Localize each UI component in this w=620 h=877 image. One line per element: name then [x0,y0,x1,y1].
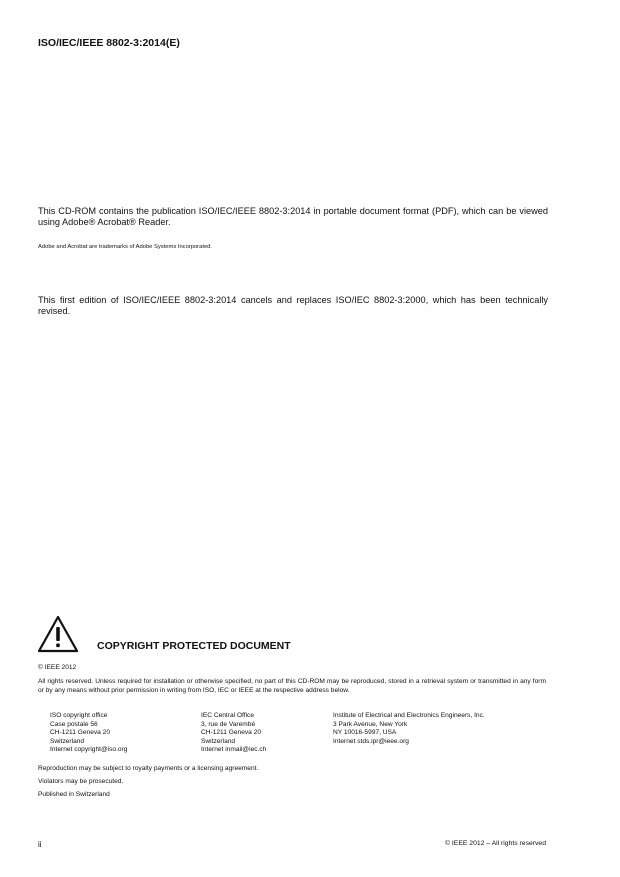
address-iec [201,712,266,755]
intro-paragraph-cdrom: This CD-ROM contains the publication ISO/IEC/IEEE 8802-3:2014 in portable document format (PDF), which can be viewed using Adobe® Acrobat® Reader. [38,206,548,227]
intro-paragraph-edition: This first edition of ISO/IEC/IEEE 8802-3:2014 cancels and replaces ISO/IEC 8802-3:2000, which has been technically revised. [38,295,548,316]
copyright-title: COPYRIGHT PROTECTED DOCUMENT [97,640,291,652]
reproduction-note: Reproduction may be subject to royalty payments or a licensing agreement. [38,765,259,772]
violators-note: Violators may be prosecuted. [38,778,124,785]
address-line: ISO copyright office [50,712,108,719]
address-line: NY 10016-5997, USA [333,729,397,737]
address-line: Switzerland [201,737,236,745]
address-email: Internet copyright@iso.org [50,746,128,754]
document-header: ISO/IEC/IEEE 8802-3:2014(E) [38,37,180,49]
address-line: CH-1211 Geneva 20 [201,729,261,737]
address-email: Internet inmail@iec.ch [201,746,267,754]
copyright-line: © IEEE 2012 [38,664,77,671]
address-line: 3 Park Avenue, New York [333,720,408,728]
address-iso [50,712,127,755]
rights-text: All rights reserved. Unless required for installation or otherwise specified, no part of this CD-ROM may be reproduced, stored in a retrieval system or transmitted in any form or by any means without prior permission in writing from ISO, IEC or IEEE at the respective address below. [38,678,546,694]
address-email: Internet stds.ipr@ieee.org [333,737,409,745]
address-line: CH-1211 Geneva 20 [50,729,110,737]
warning-triangle-icon [37,615,79,653]
published-note: Published in Switzerland [38,791,110,798]
address-line: Switzerland [50,737,85,745]
footer-copyright: © IEEE 2012 – All rights reserved [445,840,546,847]
address-line: Case postale 56 [50,720,98,728]
address-ieee [333,712,485,746]
trademark-note: Adobe and Acrobat are trademarks of Adobe Systems Incorporated. [38,244,213,250]
page-number: ii [38,840,42,849]
address-line: Institute of Electrical and Electronics Engineers, Inc. [333,712,485,719]
address-line: 3, rue de Varembé [201,720,256,728]
address-line: IEC Central Office [201,712,255,719]
